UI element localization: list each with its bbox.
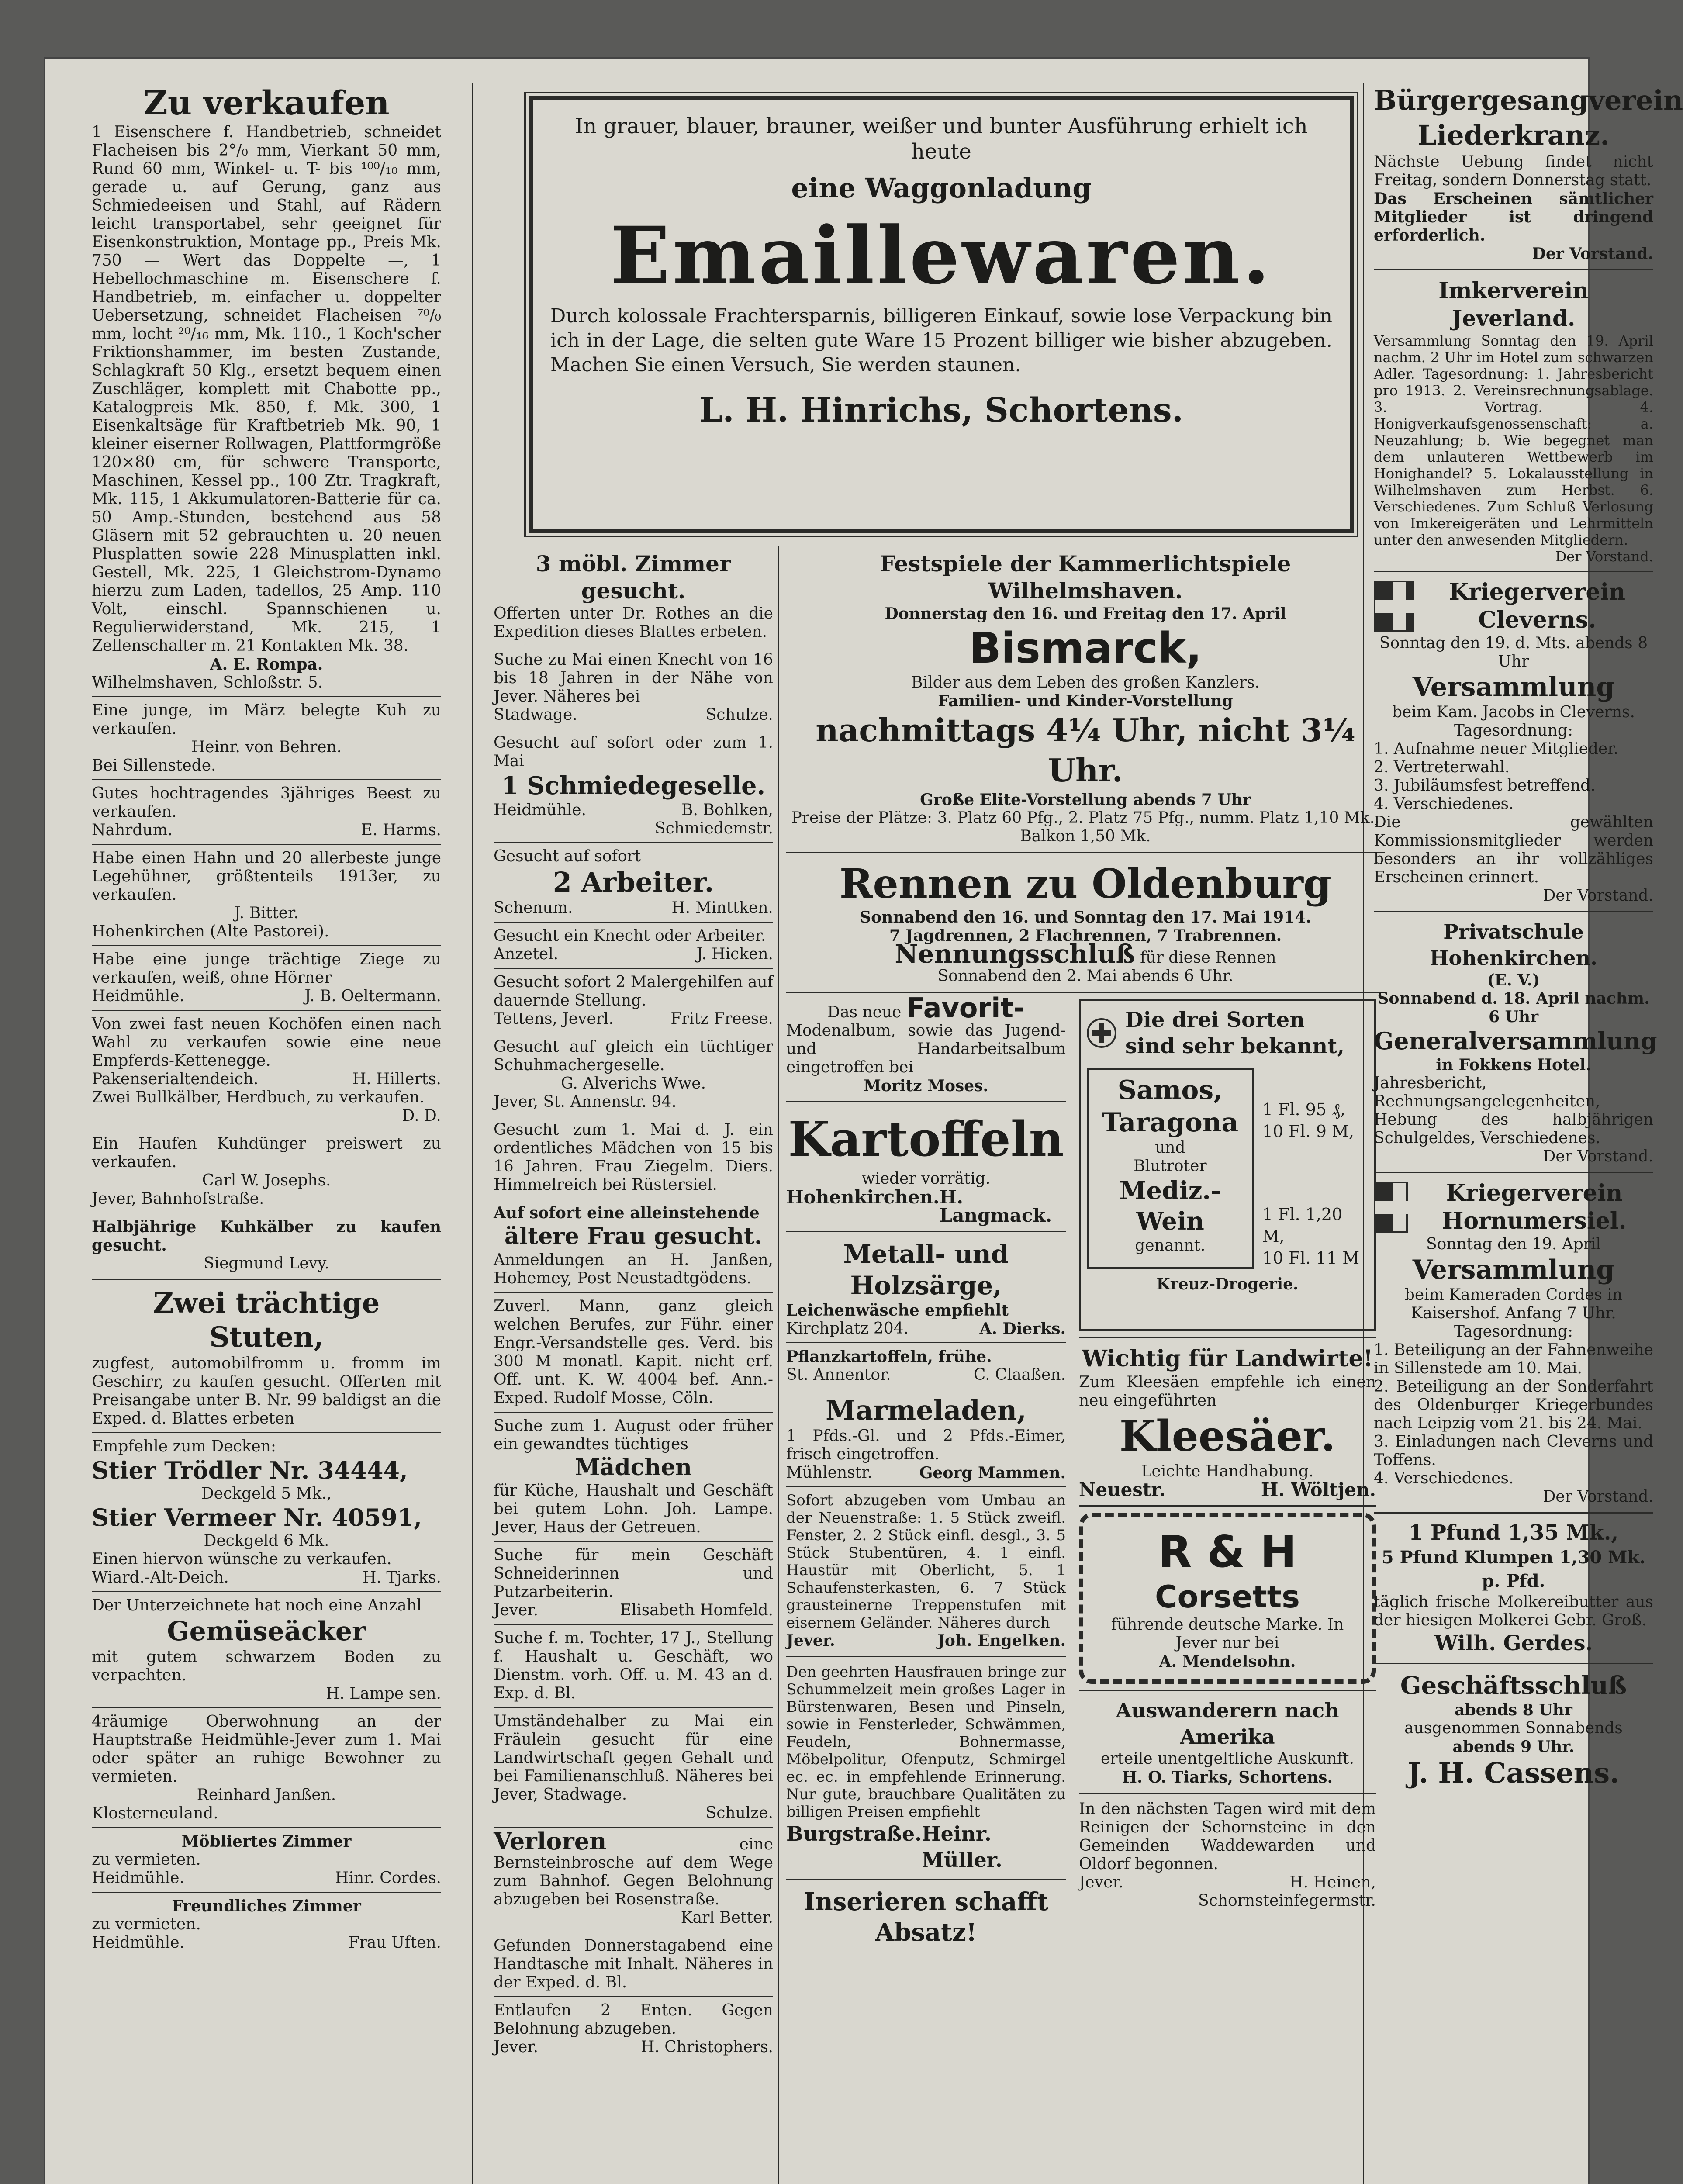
kleesaer-advertisement [1079,1344,1376,1499]
ad-title: Bismarck, [969,624,1202,673]
ad-signature: Der Vorstand. [1543,1147,1653,1165]
ad-place: Jever. [494,1601,539,1619]
ad-place: beim Kam. Jacobs in Cleverns. [1392,703,1635,721]
ad-text: Entlaufen 2 Enten. Gegen Belohnung abzugeben. [494,2001,773,2038]
wine-name: Taragona [1102,1107,1239,1138]
ad-text: zugfest, automobilfromm u. fromm im Geschirr, zu kaufen gesucht. Offerten mit Preisangabe unter B. Nr. 99 baldigst an die Exped. d. Blattes erbeten [92,1355,441,1427]
price: 1 Fl. 95 ₰, [1262,1100,1346,1119]
ad-signature: A. E. Rompa. [210,655,323,674]
ad-signature: Heinr. von Behren. [191,738,342,756]
ad-title: Privatschule Hohenkirchen. [1429,920,1598,970]
ad-text: 1 Eisenschere f. Handbetrieb, schneidet Flacheisen bis 2°/₀ mm, Vierkant 50 mm, Rund 60 mm, Winkel- u. T- bis ¹⁰⁰/₁₀ mm, gerade u. auf Gerung, ganz aus Schmiedeeisen und Stahl, auf Rädern leicht transportabel, sehr geeignet für Eisenkonstruktion, Montage pp., Preis Mk. 750 — Wert das Doppelte —, 1 Hebellochmaschine m. Eisenschere f. Handbetrieb, m. einfacher u. doppelter Uebersetzung, schneidet Flacheisen ⁷⁰/₀ mm, locht ²⁰/₁₆ mm, Mk. 110., 1 Koch'scher Friktionshammer, im besten Zustande, Schlagkraft 50 Klg., ersetzt bequem einen Zuschläger, komplett mit Chabotte pp., Katalogpreis Mk. 850, f. Mk. 300, 1 Eisenkaltsäge für Kraftbetrieb Mk. 90, 1 kleiner eiserner Rollwagen, Plattformgröße 120×80 cm, für schwere Transporte, Maschinen, Kessel pp., 100 Ztr. Tragkraft, Mk. 115, 1 Akkumulatoren-Batterie für ca. 50 Amp.-Stunden, bestehend aus 58 Gläsern mit 52 gebrauchten u. 20 neuen Plusplatten sowie 228 Minusplatten inkl. Gestell, Mk. 225, 1 Gleichstrom-Dynamo hierzu zum Laden, tadellos, 25 Amp. 110 Volt, einschl. Spannschienen u. Regulierwiderstand, Mk. 215, 1 Zellenschalter m. 21 Kontakten Mk. 38. [92,123,441,655]
agenda-item: 4. Verschiedenes. [1374,795,1514,813]
ad-signature: Schulze. [705,1804,773,1822]
ad-text: Nächste Uebung findet nicht Freitag, sondern Donnerstag statt. [1374,153,1653,189]
ad-text: Habe einen Hahn und 20 allerbeste junge Legehühner, größtenteils 1913er, zu verkaufen. [92,849,441,904]
ad-signature: C. Claaßen. [973,1366,1066,1384]
ad-title: Metall- und Holzsärge, [843,1239,1009,1300]
ad-text: Preise der Plätze: 3. Platz 60 Pfg., 2. Platz 75 Pfg., numm. Platz 1,10 Mk., Balkon 1,50 Mk. [791,809,1380,845]
ad-title: Versammlung [1412,1254,1615,1285]
ad-title: Inserieren schafft Absatz! [803,1887,1049,1947]
ad-place: Pakenserialtendeich. [92,1070,259,1088]
ad-title: Verloren [494,1827,607,1855]
ad-title: Stier Trödler Nr. 34444, [92,1456,408,1484]
ad-signature: Hinr. Cordes. [335,1869,441,1887]
ad-signature: Der Vorstand. [1543,1488,1653,1506]
ad-text: Suche zu Mai einen Knecht von 16 bis 18 Jahren in der Nähe von Jever. Näheres bei [494,651,773,705]
rennen-advertisement [786,859,1385,985]
ad-text: Suche zum 1. August oder früher ein gewandtes tüchtiges [494,1417,773,1453]
ad-text: Von zwei fast neuen Kochöfen einen nach Wahl zu verkaufen sowie eine neue Empferds-Kettenegge. [92,1015,441,1070]
ad-title: Die drei Sorten [1125,1008,1305,1032]
ad-signature: H. Christophers. [640,2038,773,2056]
lower-advert-area [786,992,1385,1948]
ad-place: Heidmühle. [92,1934,185,1952]
ad-signature: H. Tjarks. [363,1569,441,1586]
agenda-item: 3. Einladungen nach Cleverns und Toffens. [1374,1433,1653,1469]
ad-time: nachmittags 4¼ Uhr, nicht 3¼ Uhr. [816,712,1355,789]
ad-text: Deckgeld 6 Mk. [204,1532,329,1550]
ad-date: Sonnabend den 16. und Sonntag den 17. Mai 1914. [860,908,1311,926]
ad-signature: Georg Mammen. [919,1464,1066,1482]
wine-name: Samos, [1117,1075,1223,1106]
ad-place: Stadwage. [494,706,577,724]
ad-title: Auswanderern nach Amerika [1116,1699,1339,1749]
wine-advertisement [1079,999,1376,1331]
ad-text: Durch kolossale Frachtersparnis, billigeren Einkauf, sowie lose Verpackung bin ich in der Lage, die selten gute Ware 15 Prozent billiger wie bisher abzugeben. Machen Sie einen Versuch, Sie werden staunen. [550,305,1332,376]
ad-signature: Siegmund Levy. [203,1254,330,1272]
ad-title: Mädchen [575,1454,692,1481]
ad-text: Zuverl. Mann, ganz gleich welchen Berufes, zur Führ. einer Engr.-Versandstelle ges. Verd. bis 300 M monatl. Kapit. nicht erf. Off. unt. K. W. 4004 bef. Ann.-Exped. Rudolf Mosse, Cöln. [494,1297,773,1407]
price: 10 Fl. 9 M, [1262,1122,1355,1141]
ad-title: Zwei trächtige Stuten, [153,1287,380,1354]
ad-text: Auf sofort eine alleinstehende [494,1204,760,1222]
ad-text: In den nächsten Tagen wird mit dem Reinigen der Schornsteine in den Gemeinden Waddewarden und Oldorf begonnen. [1079,1800,1376,1873]
ad-text: Große Elite-Vorstellung abends 7 Uhr [920,791,1251,809]
ad-text: 4räumige Oberwohnung an der Hauptstraße Heidmühle-Jever zum 1. Mai oder später an ruhige Bewohner zu vermieten. [92,1713,441,1786]
ad-text: zu vermieten. [92,1915,201,1933]
ad-text: Sonnabend den 2. Mai abends 6 Uhr. [937,967,1234,985]
ad-title: Gemüseäcker [167,1616,366,1647]
ad-text: führende deutsche Marke. In Jever nur bei [1111,1616,1344,1652]
ad-date: Sonntag den 19. d. Mts. abends 8 Uhr [1379,634,1648,670]
ad-text: 7 Jagdrennen, 2 Flachrennen, 7 Trabrennen. [889,926,1282,945]
ad-signature: Reinhard Janßen. [197,1786,336,1804]
agenda-item: 3. Jubiläumsfest betreffend. [1374,777,1596,795]
ad-signature: J. H. Cassens. [1407,1757,1620,1790]
ad-text: ausgenommen Sonnabends [1404,1719,1623,1737]
ad-text: Blutroter [1134,1157,1207,1175]
ad-signature: H. Langmack. [939,1186,1052,1226]
ad-text: 1 Pfds.-Gl. und 2 Pfds.-Eimer, frisch eingetroffen. [786,1427,1066,1463]
ad-text: Leichenwäsche empfiehlt [786,1301,1009,1320]
ad-signature: J. Hicken. [696,945,773,963]
ad-signature: B. Bohlken, [681,801,773,819]
ad-signature: J. Bitter. [234,904,299,922]
ad-date: Donnerstag den 16. und Freitag den 17. April [885,605,1286,623]
ad-place: Heidmühle. [494,801,587,819]
ad-title: 1 Pfund 1,35 Mk., [1408,1521,1619,1545]
ad-signature: Carl W. Josephs. [202,1171,331,1189]
column-classifieds-middle [494,550,773,2056]
ad-title: Festspiele der Kammerlichtspiele Wilhelmshaven. [880,551,1291,604]
ad-date: Sonntag den 19. April [1426,1235,1601,1253]
ad-title: Marmeladen, [826,1394,1026,1426]
ad-signature: H. Hillerts. [352,1070,441,1088]
ad-text: Gesucht auf sofort oder zum 1. Mai [494,734,773,770]
ad-text: Gutes hochtragendes 3jähriges Beest zu verkaufen. [92,784,441,821]
ad-text: Der Unterzeichnete hat noch eine Anzahl [92,1597,422,1614]
ad-title: Emaillewaren. [610,210,1273,302]
ad-text: Suche für mein Geschäft Schneiderinnen und Putzarbeiterin. [494,1546,773,1601]
red-cross-icon [1087,1018,1116,1048]
ad-address: Jever, St. Annenstr. 94. [494,1093,677,1111]
agenda-item: 1. Aufnahme neuer Mitglieder. [1374,740,1618,758]
ad-place: Bei Sillenstede. [92,757,216,774]
ad-text: Gefunden Donnerstagabend eine Handtasche mit Inhalt. Näheres in der Exped. d. Bl. [494,1937,773,1991]
ad-title: Favorit- [906,992,1025,1024]
ad-signature: G. Alverichs Wwe. [560,1075,706,1092]
ad-title: Geschäftsschluß [1400,1671,1627,1700]
ad-title: 3 möbl. Zimmer gesucht. [536,551,731,604]
ad-text: Tagesordnung: [1454,722,1573,740]
ad-place: Burgstraße. [786,1822,922,1845]
ad-place: Heidmühle. [92,1869,185,1887]
ad-text: Sofort abzugeben vom Umbau an der Neuenstraße: 1. 5 Stück zweifl. Fenster, 2. 2 Stück einfl. desgl., 3. 5 Stück Stubentüren, 4. 1 einfl. Haustür mit Oberlicht, 5. 1 Schaufensterkasten, 6. 7 Stück grausteinerne Treppenstufen mit eisernem Geländer. Näheres durch [786,1492,1066,1631]
ad-place: Kirchplatz 204. [786,1320,909,1337]
ad-text: Gesucht ein Knecht oder Arbeiter. [494,927,766,945]
ad-text: Deckgeld 5 Mk., [201,1485,332,1503]
ad-text: erteile unentgeltliche Auskunft. [1101,1750,1354,1768]
page-content [92,83,1683,2184]
ad-text: zu vermieten. [92,1851,201,1869]
corsetts-advertisement [1079,1513,1376,1684]
agenda-item: 2. Beteiligung an der Sonderfahrt des Oldenburger Kriegerbundes nach Leipzig vom 21. bis 24. Mai. [1374,1378,1653,1432]
ad-text: täglich frische Molkereibutter aus der hiesigen Molkerei Gebr. Groß. [1374,1593,1653,1629]
ad-place: beim Kameraden Cordes in Kaisershof. Anfang 7 Uhr. [1404,1286,1623,1322]
ad-time: abends 8 Uhr [1455,1701,1572,1719]
ad-text: Ein Haufen Kuhdünger preiswert zu verkaufen. [92,1135,441,1171]
ad-title: Bürgergesangverein Liederkranz. [1374,84,1683,151]
ad-title: ältere Frau gesucht. [504,1223,763,1250]
ad-signature: Schornsteinfegermstr. [1198,1892,1376,1910]
ad-text: mit gutem schwarzem Boden zu verpachten. [92,1648,441,1684]
ad-text: Gesucht zum 1. Mai d. J. ein ordentliches Mädchen von 15 bis 16 Jahren. Frau Ziegelm. Diers. Himmelreich bei Rüstersiel. [494,1121,773,1194]
ad-signature: E. Harms. [361,821,441,839]
ad-signature: L. H. Hinrichs, Schortens. [699,390,1184,429]
ad-place: Mühlenstr. [786,1464,872,1482]
ad-text: für Küche, Haushalt und Geschäft bei gutem Lohn. Joh. Lampe. Jever, Haus der Getreuen. [494,1482,773,1536]
ad-text: Umständehalber zu Mai ein Fräulein gesucht für eine Landwirtschaft gegen Gehalt und bei Familienanschluß. Näheres bei Jever, Stadwage. [494,1712,773,1804]
ad-signature: A. Dierks. [979,1320,1066,1338]
ad-title: Corsetts [1155,1579,1300,1615]
ad-signature: A. Mendelsohn. [1159,1652,1296,1671]
ad-signature: Joh. Engelken. [937,1631,1066,1650]
lower-advert-right [1079,999,1376,1948]
ad-title: Kriegerverein Hornumersiel. [1442,1180,1627,1234]
agenda-item: 4. Verschiedenes. [1374,1469,1514,1487]
ad-address: Jever, Bahnhofstraße. [92,1190,264,1208]
ad-text: Pflanzkartoffeln, frühe. [786,1348,992,1366]
ad-signature: Der Vorstand. [1555,548,1653,565]
ad-text: Zum Kleesäen empfehle ich einen neu eingeführten [1079,1373,1376,1410]
ad-text: eine Bernsteinbrosche auf dem Wege zum Bahnhof. Gegen Belohnung abzugeben bei Rosenstraße. [494,1835,773,1908]
ad-place: Jever. [1079,1873,1124,1891]
ad-text: Anmeldungen an H. Janßen, Hohemey, Post Neustadtgödens. [494,1251,773,1287]
ad-place: Heidmühle. [92,987,185,1005]
ad-place: Jever. [786,1631,835,1650]
ad-place: Neuestr. [1079,1479,1166,1500]
ad-title: R & H [1158,1526,1297,1577]
ad-signature: H. Lampe sen. [326,1685,441,1703]
ad-signature: Kreuz-Drogerie. [1156,1275,1299,1293]
column-associations-right [1374,83,1683,1791]
ad-text: Modenalbum, sowie das Jugend- und Handarbeitsalbum eingetroffen bei [786,1022,1066,1076]
ad-title: Stier Vermeer Nr. 40591, [92,1503,422,1531]
ad-text: Das Erscheinen sämtlicher Mitglieder ist dringend erforderlich. [1374,190,1653,245]
ad-title: Wichtig für Landwirte! [1082,1345,1373,1372]
newspaper-page [44,57,1683,2184]
ad-date: Sonnabend d. 18. April nachm. 6 Uhr [1377,989,1650,1026]
iron-cross-icon [1374,581,1414,632]
ad-signature: H. Heinen, [1289,1873,1376,1891]
ad-signature: Fritz Freese. [670,1010,773,1028]
ad-title: Kleesäer. [1119,1411,1336,1461]
ad-text: (E. V.) [1487,971,1540,989]
column-rule [778,546,779,2184]
ad-signature: D. D. [402,1107,441,1125]
price: 10 Fl. 11 M [1262,1248,1360,1268]
ad-text: Versammlung Sonntag den 19. April nachm. 2 Uhr im Hotel zum schwarzen Adler. Tagesordnung: 1. Jahresbericht pro 1913. 2. Vereinsrechnungsablage. 3. Vortrag. 4. Honigverkaufsgenossenschaft: a. Neuzahlung; b. Wie begegnet man dem unlauteren Wettbewerb im Honighandel? 5. Lokalausstellung in Wilhelmshaven zum Herbst. 6. Verschiedenes. Zum Schluß Verlosung von Imkereigeräten und Lehrmitteln unter den anwesenden Mitgliedern. [1374,332,1653,548]
ad-signature: Frau Uften. [348,1934,441,1952]
emaillewaren-advertisement [529,96,1354,533]
ad-place: Schenum. [494,899,573,917]
ad-text: genannt. [1135,1237,1206,1254]
column-advertisements-center [786,550,1385,1948]
ad-text: Empfehle zum Decken: [92,1438,276,1455]
column-rule [472,83,473,2184]
ad-signature: Schulze. [705,706,773,724]
ad-text: Leichte Handhabung. [1141,1462,1314,1480]
ad-signature: Heinr. Müller. [922,1822,1002,1872]
ad-place: Wiard.-Alt-Deich. [92,1569,229,1586]
ad-text: Familien- und Kinder-Vorstellung [938,692,1233,710]
ad-title: sind sehr bekannt, [1125,1034,1345,1058]
column-classifieds-left [92,83,441,1952]
ad-text: Gesucht auf sofort [494,847,641,865]
festspiele-advertisement [786,550,1385,846]
iron-cross-icon [1374,1182,1408,1233]
ad-text: für diese Rennen [1140,949,1276,967]
ad-title: 2 Arbeiter. [553,866,714,898]
ad-text: Jahresbericht, Rechnungsangelegenheiten, Hebung des halbjährigen Schulgeldes, Verschiedenes. [1374,1074,1653,1147]
ad-text: Tagesordnung: [1454,1323,1573,1341]
ad-signature: H. O. Tiarks, Schortens. [1122,1768,1333,1787]
ad-signature: Elisabeth Homfeld. [620,1601,773,1619]
ad-text: Habe eine junge trächtige Ziege zu verkaufen, weiß, ohne Hörner [92,950,441,987]
ad-time: abends 9 Uhr. [1452,1738,1575,1756]
ad-place: Jever. [494,2038,539,2056]
price: 1 Fl. 1,20 M, [1262,1205,1343,1246]
ad-title: Kriegerverein Cleverns. [1449,579,1626,633]
ad-place: Nahrdum. [92,821,173,839]
ad-title: Imkerverein Jeverland. [1438,277,1589,331]
ad-text: Gesucht sofort 2 Malergehilfen auf dauernde Stellung. [494,973,773,1009]
ad-place: Klosterneuland. [92,1804,218,1822]
ad-title: 5 Pfund Klumpen 1,30 Mk. p. Pfd. [1381,1547,1646,1591]
ad-place: in Fokkens Hotel. [1436,1056,1591,1074]
ad-title: Kartoffeln [788,1111,1064,1167]
ad-subtitle: eine Waggonladung [791,172,1092,204]
ad-signature: H. Wöltjen. [1261,1479,1376,1500]
ad-title: Zu verkaufen [143,83,390,122]
lower-advert-left [786,992,1066,1948]
wine-name: Mediz.-Wein [1119,1176,1221,1236]
ad-text: Einen hiervon wünsche zu verkaufen. [92,1550,392,1568]
ad-text: Halbjährige Kuhkälber zu kaufen gesucht. [92,1218,441,1254]
ad-text: Zwei Bullkälber, Herdbuch, zu verkaufen. [92,1089,425,1106]
ad-title: 1 Schmiedegeselle. [501,771,766,800]
ad-title: Rennen zu Oldenburg [839,860,1332,907]
ad-address: Wilhelmshaven, Schloßstr. 5. [92,674,323,691]
ad-signature: Karl Better. [681,1909,773,1927]
ad-text: Suche f. m. Tochter, 17 J., Stellung f. Haushalt u. Geschäft, wo Dienstm. vorh. Off. u. M. 43 an d. Exp. d. Bl. [494,1629,773,1702]
ad-signature: Der Vorstand. [1532,245,1653,263]
ad-place: Anzetel. [494,945,559,963]
agenda-item: 2. Vertreterwahl. [1374,758,1510,776]
ad-signature: J. B. Oeltermann. [304,987,441,1005]
ad-signature: Schmiedemstr. [654,819,773,837]
ad-place: Hohenkirchen. [786,1186,940,1208]
ad-place: Hohenkirchen (Alte Pastorei). [92,923,329,940]
ad-title: Versammlung [1412,672,1615,702]
ad-text: Den geehrten Hausfrauen bringe zur Schummelzeit mein großes Lager in Bürstenwaren, Besen und Pinseln, sowie in Fensterleder, Schwämmen, Feudeln, Bohnermasse, Möbelpolitur, Ofenputz, Schmirgel ec. ec. in empfehlende Erinnerung. Nur gute, brauchbare Qualitäten zu billigen Preisen empfiehlt [786,1663,1066,1821]
ad-text: Gesucht auf gleich ein tüchtiger Schuhmachergeselle. [494,1038,773,1074]
ad-signature: H. Minttken. [671,899,773,917]
ad-signature: Moritz Moses. [864,1077,988,1095]
agenda-item: 1. Beteiligung an der Fahnenweihe in Sillenstede am 10. Mai. [1374,1341,1653,1377]
ad-signature: Wilh. Gerdes. [1434,1631,1593,1655]
ad-title: Möbliertes Zimmer [181,1832,352,1851]
ad-signature: Der Vorstand. [1543,887,1653,905]
ad-text: Eine junge, im März belegte Kuh zu verkaufen. [92,702,441,738]
ad-title: Generalversammlung [1374,1027,1657,1055]
ad-text: und [1155,1139,1185,1157]
ad-place: St. Annentor. [786,1366,891,1384]
ad-text: Das neue [827,1003,902,1021]
ad-title: Freundliches Zimmer [172,1897,361,1915]
ad-text: Die gewählten Kommissionsmitglieder werden besonders an ihr vollzähliges Erscheinen erinnert. [1374,813,1653,886]
ad-place: Tettens, Jeverl. [494,1010,614,1028]
ad-text: Bilder aus dem Leben des großen Kanzlers. [911,674,1260,691]
ad-title: Nennungsschluß [895,939,1135,969]
ad-text: wieder vorrätig. [861,1170,991,1188]
ad-text: Offerten unter Dr. Rothes an die Expedition dieses Blattes erbeten. [494,605,773,641]
ad-text: In grauer, blauer, brauner, weißer und bunter Ausführung erhielt ich heute [575,114,1308,164]
